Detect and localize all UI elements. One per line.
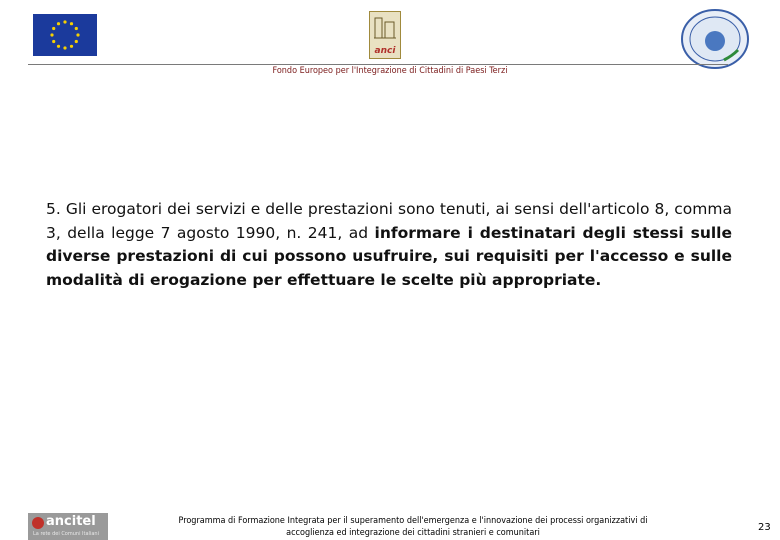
ancitel-logo-text: ancitel (46, 514, 96, 529)
page-number: 23 (758, 522, 771, 533)
seal-icon (680, 8, 750, 70)
header-divider (28, 64, 728, 65)
footer-caption-line-1: Programma di Formazione Integrata per il superamento dell'emergenza e l'innovazione dei processi organizzativi di (178, 516, 648, 526)
ancitel-mark-icon (32, 517, 44, 529)
ancitel-logo (28, 513, 108, 540)
anci-emblem-icon (372, 14, 398, 44)
body-text-bold: informare i destinatari degli stessi sulle diverse prestazioni di cui possono usufruire, sui requisiti per l'accesso e sulle modalità di erogazione per effettuare le scelte più appropriate. (46, 223, 732, 289)
body-text-regular: 5. Gli erogatori dei servizi e delle prestazioni sono tenuti, ai sensi dell'articolo 8, comma 3, della legge 7 agosto 1990, n. 241, ad (46, 200, 732, 242)
ancitel-logo-subtext: La rete dei Comuni Italiani (33, 531, 99, 537)
anci-logo-text: anci (374, 46, 396, 56)
header-caption: Fondo Europeo per l'Integrazione di Cittadini di Paesi Terzi (272, 66, 508, 76)
footer-caption-line-2: accoglienza ed integrazione dei cittadini stranieri e comunitari (286, 528, 540, 538)
eu-flag-icon (33, 14, 97, 56)
body-paragraph (46, 198, 732, 292)
footer-caption (138, 515, 688, 539)
anci-logo (369, 11, 401, 59)
